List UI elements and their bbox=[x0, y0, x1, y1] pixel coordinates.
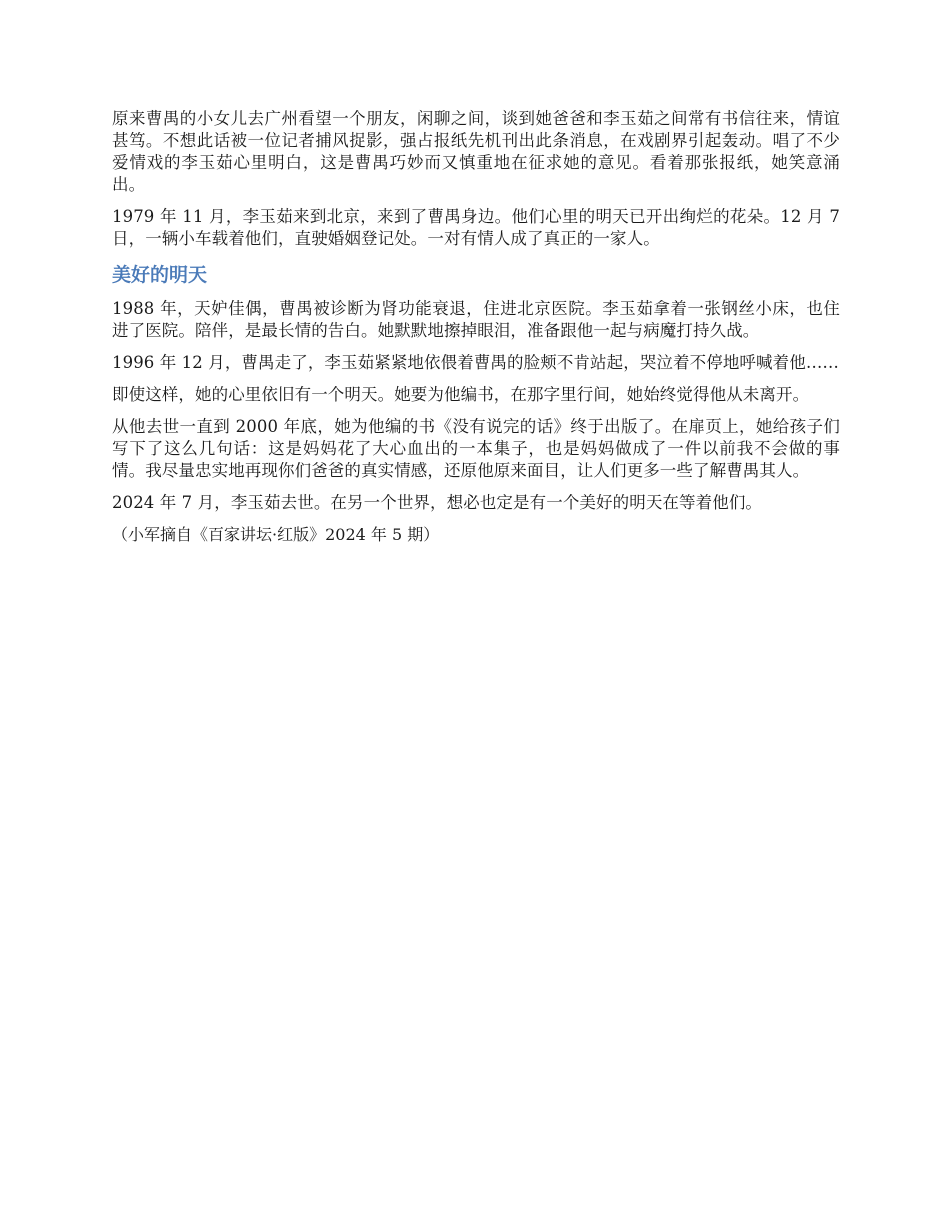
section-heading: 美好的明天 bbox=[112, 264, 208, 286]
paragraph: 原来曹禺的小女儿去广州看望一个朋友，闲聊之间，谈到她爸爸和李玉茹之间常有书信往来，情谊甚笃。不想此话被一位记者捕风捉影，强占报纸先机刊出此条消息，在戏剧界引起轰动。唱了不少爱情戏的李玉茹心里明白，这是曹禺巧妙而又慎重地在征求她的意见。看着那张报纸，她笑意涌出。 bbox=[112, 109, 840, 194]
paragraph: 1988 年，天妒佳偶，曹禺被诊断为肾功能衰退，住进北京医院。李玉茹拿着一张钢丝小床，也住进了医院。陪伴，是最长情的告白。她默默地擦掉眼泪，准备跟他一起与病魔打持久战。 bbox=[112, 299, 840, 340]
paragraph: 1979 年 11 月，李玉茹来到北京，来到了曹禺身边。他们心里的明天已开出绚烂的花朵。12 月 7 日，一辆小车载着他们，直驶婚姻登记处。一对有情人成了真正的一家人。 bbox=[112, 207, 840, 248]
paragraph: 2024 年 7 月，李玉茹去世。在另一个世界，想必也定是有一个美好的明天在等着他们。 bbox=[112, 493, 763, 512]
paragraph: 从他去世一直到 2000 年底，她为他编的书《没有说完的话》终于出版了。在扉页上，她给孩子们写下了这么几句话：这是妈妈花了大心血出的一本集子，也是妈妈做成了一件以前我不会做的事情。我尽量忠实地再现你们爸爸的真实情感，还原他原来面目，让人们更多一些了解曹禺其人。 bbox=[112, 417, 840, 480]
article-body bbox=[112, 108, 840, 546]
paragraph: 即使这样，她的心里依旧有一个明天。她要为他编书，在那字里行间，她始终觉得他从未离开。 bbox=[112, 385, 810, 404]
source-citation: （小军摘自《百家讲坛·红版》2024 年 5 期） bbox=[112, 525, 440, 544]
paragraph: 1996 年 12 月，曹禺走了，李玉茹紧紧地依偎着曹禺的脸颊不肯站起，哭泣着不停地呼喊着他…… bbox=[112, 353, 840, 372]
